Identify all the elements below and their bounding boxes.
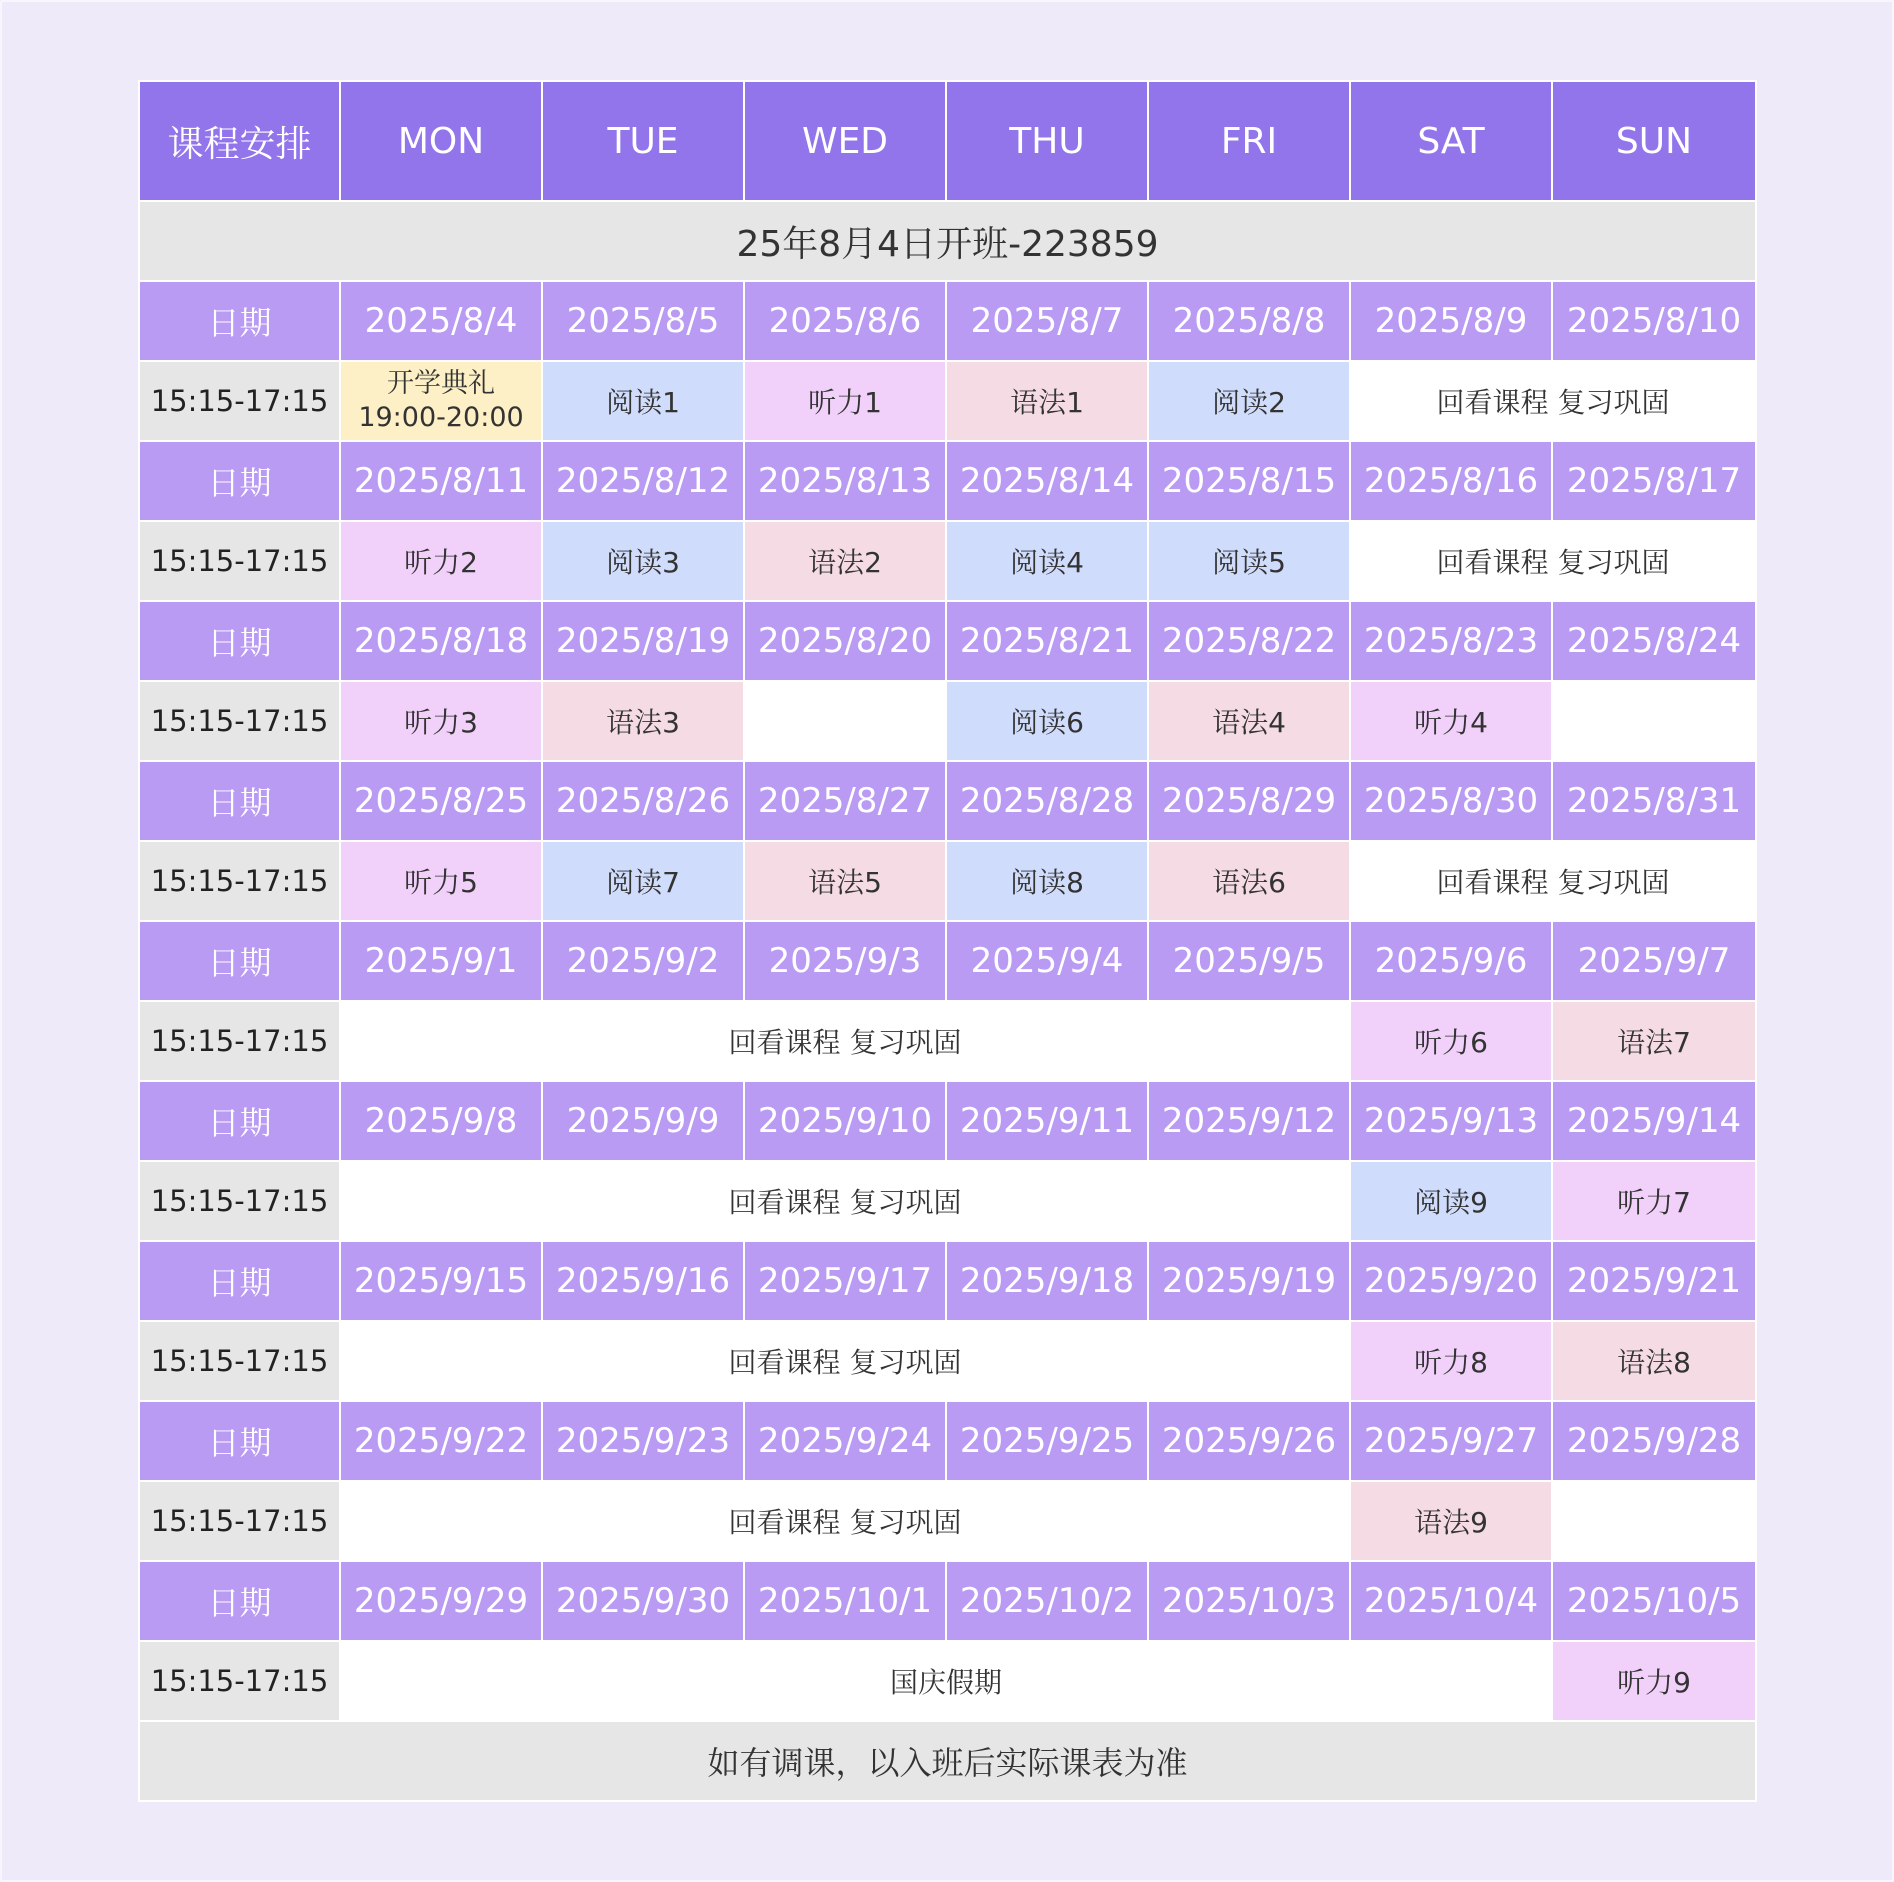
date-cell: 2025/8/24 (1552, 601, 1756, 681)
date-cell: 2025/9/18 (946, 1241, 1148, 1321)
class-cell-grammar: 语法8 (1552, 1321, 1756, 1401)
date-cell: 2025/9/20 (1350, 1241, 1552, 1321)
footer-note: 如有调课，以入班后实际课表为准 (139, 1721, 1756, 1801)
date-row (139, 761, 1756, 841)
date-cell: 2025/8/22 (1148, 601, 1350, 681)
date-cell: 2025/8/14 (946, 441, 1148, 521)
date-cell: 2025/8/10 (1552, 281, 1756, 361)
class-cell-read: 阅读4 (946, 521, 1148, 601)
date-row (139, 441, 1756, 521)
day-header-fri: FRI (1148, 81, 1350, 201)
day-header-tue: TUE (542, 81, 744, 201)
date-cell: 2025/8/28 (946, 761, 1148, 841)
date-cell: 2025/9/4 (946, 921, 1148, 1001)
time-slot-label: 15:15-17:15 (139, 1001, 340, 1081)
date-row (139, 281, 1756, 361)
date-label: 日期 (139, 921, 340, 1001)
date-label: 日期 (139, 761, 340, 841)
empty-class-cell (1552, 1481, 1756, 1561)
date-cell: 2025/8/25 (340, 761, 542, 841)
date-cell: 2025/8/23 (1350, 601, 1552, 681)
class-row (139, 1001, 1756, 1081)
date-cell: 2025/9/14 (1552, 1081, 1756, 1161)
date-cell: 2025/8/21 (946, 601, 1148, 681)
class-cell-grammar: 语法3 (542, 681, 744, 761)
class-cell-listen: 听力7 (1552, 1161, 1756, 1241)
corner-label: 课程安排 (139, 81, 340, 201)
time-slot-label: 15:15-17:15 (139, 1161, 340, 1241)
time-slot-label: 15:15-17:15 (139, 361, 340, 441)
class-row (139, 361, 1756, 441)
date-cell: 2025/9/28 (1552, 1401, 1756, 1481)
date-cell: 2025/8/31 (1552, 761, 1756, 841)
date-row (139, 921, 1756, 1001)
date-label: 日期 (139, 601, 340, 681)
date-cell: 2025/9/16 (542, 1241, 744, 1321)
date-row (139, 1401, 1756, 1481)
date-cell: 2025/8/11 (340, 441, 542, 521)
date-cell: 2025/9/27 (1350, 1401, 1552, 1481)
class-cell-read: 阅读1 (542, 361, 744, 441)
class-cell-listen: 听力9 (1552, 1641, 1756, 1721)
date-label: 日期 (139, 1401, 340, 1481)
date-cell: 2025/10/1 (744, 1561, 946, 1641)
class-cell-grammar: 语法9 (1350, 1481, 1552, 1561)
date-cell: 2025/9/29 (340, 1561, 542, 1641)
date-cell: 2025/9/12 (1148, 1081, 1350, 1161)
date-cell: 2025/8/12 (542, 441, 744, 521)
class-row (139, 841, 1756, 921)
schedule-table (138, 80, 1757, 1802)
time-slot-label: 15:15-17:15 (139, 681, 340, 761)
class-cell-grammar: 语法4 (1148, 681, 1350, 761)
date-cell: 2025/9/1 (340, 921, 542, 1001)
class-cell-read: 阅读8 (946, 841, 1148, 921)
date-cell: 2025/9/23 (542, 1401, 744, 1481)
date-cell: 2025/9/5 (1148, 921, 1350, 1001)
date-label: 日期 (139, 1241, 340, 1321)
date-cell: 2025/8/27 (744, 761, 946, 841)
class-cell-listen: 听力5 (340, 841, 542, 921)
class-cell-listen: 听力1 (744, 361, 946, 441)
class-cell-listen: 听力8 (1350, 1321, 1552, 1401)
date-label: 日期 (139, 441, 340, 521)
date-cell: 2025/9/26 (1148, 1401, 1350, 1481)
date-cell: 2025/8/20 (744, 601, 946, 681)
date-row (139, 1081, 1756, 1161)
class-cell-read: 阅读3 (542, 521, 744, 601)
day-header-sat: SAT (1350, 81, 1552, 201)
empty-class-cell (1552, 681, 1756, 761)
date-cell: 2025/8/18 (340, 601, 542, 681)
class-cell-grammar: 语法2 (744, 521, 946, 601)
class-cell-listen: 听力2 (340, 521, 542, 601)
date-cell: 2025/9/30 (542, 1561, 744, 1641)
class-cell-listen: 听力6 (1350, 1001, 1552, 1081)
date-cell: 2025/9/11 (946, 1081, 1148, 1161)
date-cell: 2025/9/22 (340, 1401, 542, 1481)
date-cell: 2025/9/7 (1552, 921, 1756, 1001)
date-cell: 2025/9/19 (1148, 1241, 1350, 1321)
class-cell-grammar: 语法5 (744, 841, 946, 921)
ceremony-title: 开学典礼 (387, 368, 495, 399)
ceremony-time: 19:00-20:00 (358, 402, 524, 433)
class-cell-review: 回看课程 复习巩固 (340, 1001, 1350, 1081)
class-cell-read: 阅读7 (542, 841, 744, 921)
date-cell: 2025/9/24 (744, 1401, 946, 1481)
date-cell: 2025/9/10 (744, 1081, 946, 1161)
date-cell: 2025/10/4 (1350, 1561, 1552, 1641)
class-cell-read: 阅读9 (1350, 1161, 1552, 1241)
banner-row (139, 201, 1756, 281)
day-header-thu: THU (946, 81, 1148, 201)
class-cell-review: 回看课程 复习巩固 (1350, 361, 1756, 441)
date-cell: 2025/9/15 (340, 1241, 542, 1321)
class-row (139, 1161, 1756, 1241)
day-header-wed: WED (744, 81, 946, 201)
date-cell: 2025/8/16 (1350, 441, 1552, 521)
date-label: 日期 (139, 281, 340, 361)
date-cell: 2025/8/13 (744, 441, 946, 521)
footer-row (139, 1721, 1756, 1801)
date-cell: 2025/8/4 (340, 281, 542, 361)
date-cell: 2025/8/17 (1552, 441, 1756, 521)
date-cell: 2025/9/17 (744, 1241, 946, 1321)
class-cell-review: 回看课程 复习巩固 (340, 1481, 1350, 1561)
date-cell: 2025/9/8 (340, 1081, 542, 1161)
date-cell: 2025/9/6 (1350, 921, 1552, 1001)
class-cell-read: 阅读2 (1148, 361, 1350, 441)
date-cell: 2025/9/13 (1350, 1081, 1552, 1161)
date-label: 日期 (139, 1081, 340, 1161)
time-slot-label: 15:15-17:15 (139, 521, 340, 601)
date-cell: 2025/8/29 (1148, 761, 1350, 841)
date-cell: 2025/8/5 (542, 281, 744, 361)
class-cell-grammar: 语法7 (1552, 1001, 1756, 1081)
date-cell: 2025/9/21 (1552, 1241, 1756, 1321)
date-row (139, 1241, 1756, 1321)
date-cell: 2025/10/5 (1552, 1561, 1756, 1641)
class-cell-read: 阅读5 (1148, 521, 1350, 601)
date-cell: 2025/8/7 (946, 281, 1148, 361)
day-header-mon: MON (340, 81, 542, 201)
date-cell: 2025/8/19 (542, 601, 744, 681)
time-slot-label: 15:15-17:15 (139, 841, 340, 921)
date-cell: 2025/8/30 (1350, 761, 1552, 841)
date-cell: 2025/10/2 (946, 1561, 1148, 1641)
date-cell: 2025/8/6 (744, 281, 946, 361)
class-cell-read: 阅读6 (946, 681, 1148, 761)
empty-class-cell (744, 681, 946, 761)
date-row (139, 1561, 1756, 1641)
class-cell-ceremony (340, 361, 542, 441)
date-row (139, 601, 1756, 681)
time-slot-label: 15:15-17:15 (139, 1481, 340, 1561)
class-cell-review: 回看课程 复习巩固 (340, 1161, 1350, 1241)
date-cell: 2025/9/9 (542, 1081, 744, 1161)
date-cell: 2025/9/3 (744, 921, 946, 1001)
date-label: 日期 (139, 1561, 340, 1641)
time-slot-label: 15:15-17:15 (139, 1321, 340, 1401)
header-row (139, 81, 1756, 201)
class-row (139, 681, 1756, 761)
class-cell-review: 回看课程 复习巩固 (1350, 841, 1756, 921)
date-cell: 2025/8/26 (542, 761, 744, 841)
class-cell-grammar: 语法1 (946, 361, 1148, 441)
date-cell: 2025/9/25 (946, 1401, 1148, 1481)
class-row (139, 521, 1756, 601)
time-slot-label: 15:15-17:15 (139, 1641, 340, 1721)
class-row (139, 1641, 1756, 1721)
date-cell: 2025/8/9 (1350, 281, 1552, 361)
day-header-sun: SUN (1552, 81, 1756, 201)
class-row (139, 1481, 1756, 1561)
class-cell-holiday: 国庆假期 (340, 1641, 1552, 1721)
class-cell-review: 回看课程 复习巩固 (1350, 521, 1756, 601)
date-cell: 2025/8/15 (1148, 441, 1350, 521)
class-banner: 25年8月4日开班-223859 (139, 201, 1756, 281)
date-cell: 2025/10/3 (1148, 1561, 1350, 1641)
date-cell: 2025/8/8 (1148, 281, 1350, 361)
class-cell-listen: 听力4 (1350, 681, 1552, 761)
class-row (139, 1321, 1756, 1401)
class-cell-grammar: 语法6 (1148, 841, 1350, 921)
date-cell: 2025/9/2 (542, 921, 744, 1001)
class-cell-listen: 听力3 (340, 681, 542, 761)
class-cell-review: 回看课程 复习巩固 (340, 1321, 1350, 1401)
